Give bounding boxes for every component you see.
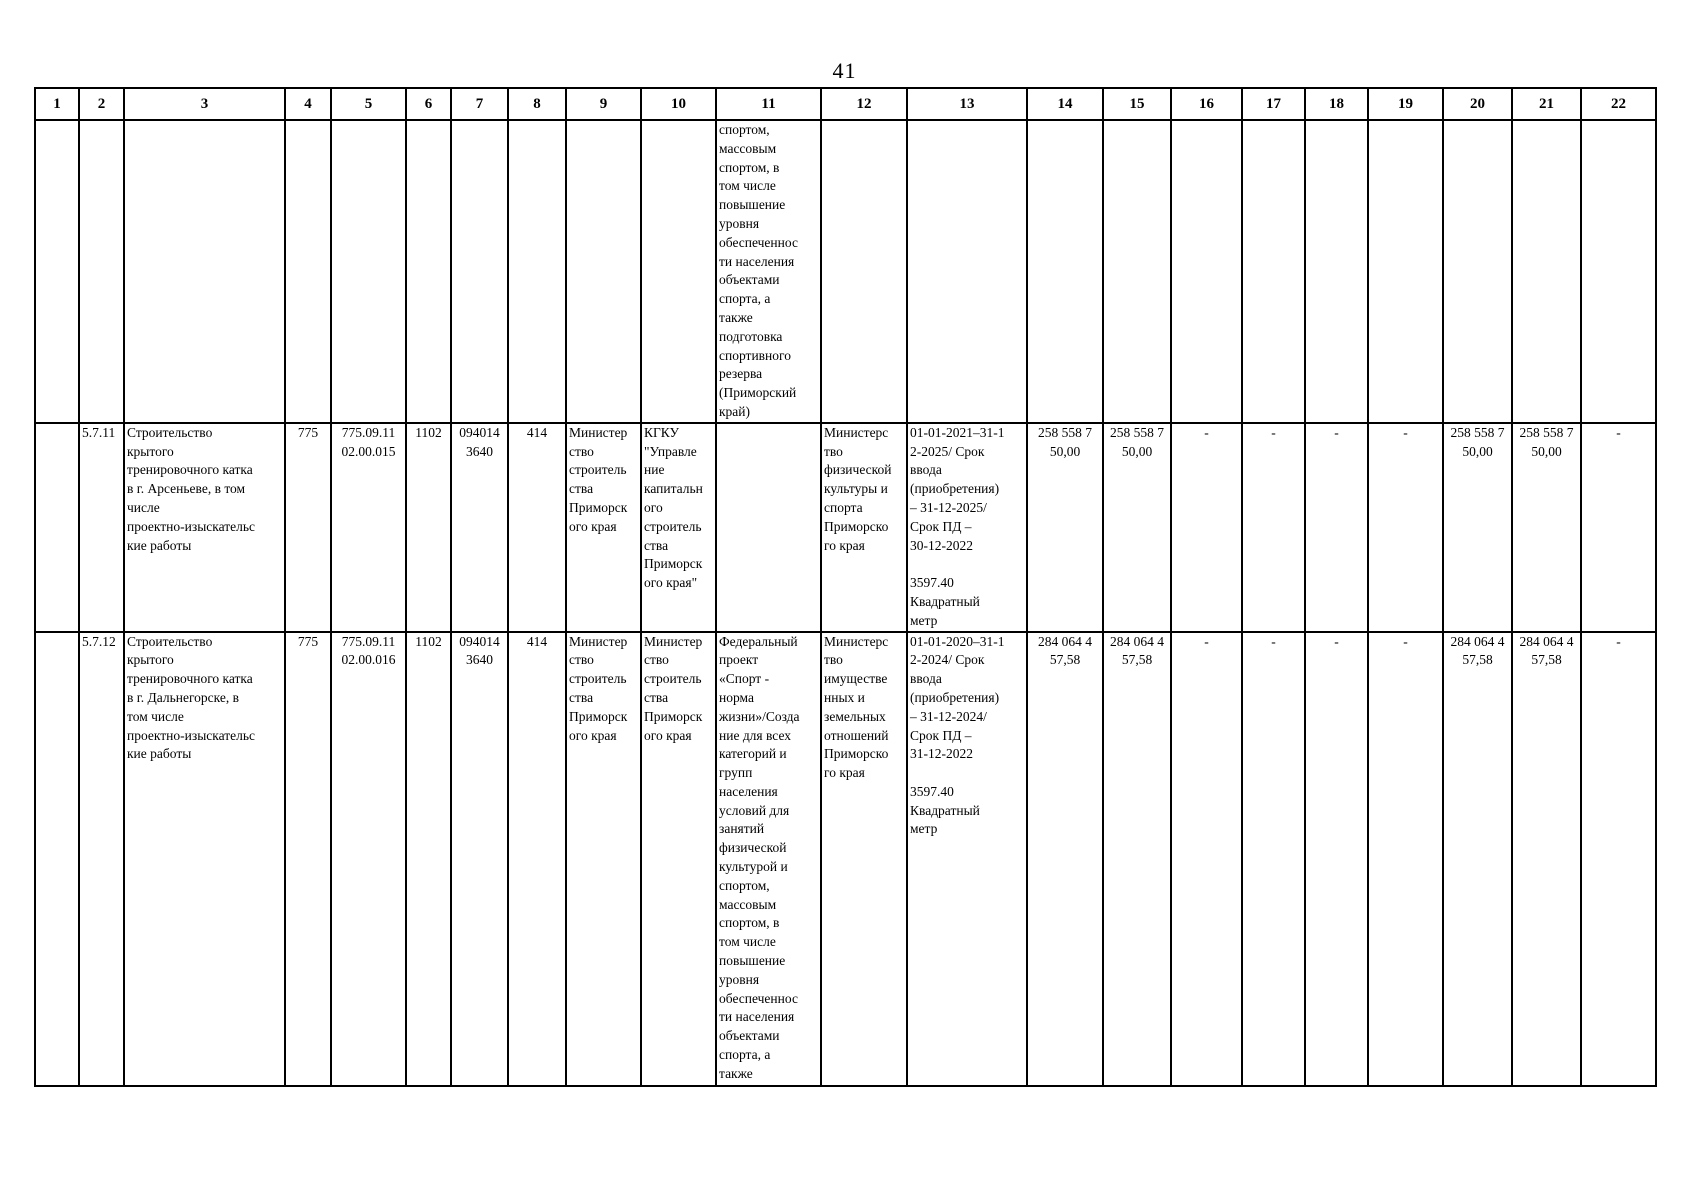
table-cell: КГКУ "Управле ние капитальн ого строитель ства Приморск ого края" xyxy=(641,423,716,632)
data-table xyxy=(34,87,1657,1087)
table-cell: 284 064 4 57,58 xyxy=(1027,632,1103,1086)
table-cell: - xyxy=(1305,423,1368,632)
table-cell: Министерс тво имуществе нных и земельных отношений Приморско го края xyxy=(821,632,907,1086)
column-header: 5 xyxy=(331,88,406,120)
column-header: 1 xyxy=(35,88,79,120)
column-header: 14 xyxy=(1027,88,1103,120)
column-header: 15 xyxy=(1103,88,1171,120)
table-cell xyxy=(1368,120,1443,423)
table-cell: 094014 3640 xyxy=(451,423,508,632)
column-header: 3 xyxy=(124,88,285,120)
table-cell: 284 064 4 57,58 xyxy=(1512,632,1581,1086)
table-cell xyxy=(35,423,79,632)
table-cell: 775 xyxy=(285,423,331,632)
table-cell: - xyxy=(1368,423,1443,632)
table-cell: 414 xyxy=(508,632,566,1086)
table-cell: 258 558 7 50,00 xyxy=(1027,423,1103,632)
table-cell: Министер ство строитель ства Приморск ого края xyxy=(566,423,641,632)
table-cell: Министерс тво физической культуры и спорта Приморско го края xyxy=(821,423,907,632)
table-row xyxy=(35,120,1656,423)
table-cell xyxy=(285,120,331,423)
column-header: 7 xyxy=(451,88,508,120)
column-header: 11 xyxy=(716,88,821,120)
table-cell: - xyxy=(1242,423,1305,632)
table-cell xyxy=(907,120,1027,423)
column-header: 8 xyxy=(508,88,566,120)
table-cell: 258 558 7 50,00 xyxy=(1512,423,1581,632)
table-cell: - xyxy=(1581,632,1656,1086)
table-cell xyxy=(406,120,451,423)
table-cell: Строительство крытого тренировочного катка в г. Арсеньеве, в том числе проектно-изыскательс кие работы xyxy=(124,423,285,632)
table-cell xyxy=(35,120,79,423)
column-header: 4 xyxy=(285,88,331,120)
table-cell: Министер ство строитель ства Приморск ого края xyxy=(641,632,716,1086)
table-cell: 094014 3640 xyxy=(451,632,508,1086)
table-cell: 1102 xyxy=(406,423,451,632)
table-cell: 775.09.11 02.00.015 xyxy=(331,423,406,632)
table-cell xyxy=(79,120,124,423)
table-cell xyxy=(716,423,821,632)
table-cell xyxy=(451,120,508,423)
column-header: 6 xyxy=(406,88,451,120)
table-cell: 5.7.11 xyxy=(79,423,124,632)
column-header: 19 xyxy=(1368,88,1443,120)
column-header: 18 xyxy=(1305,88,1368,120)
table-cell xyxy=(1242,120,1305,423)
column-header: 10 xyxy=(641,88,716,120)
table-row xyxy=(35,632,1656,1086)
column-header: 12 xyxy=(821,88,907,120)
table-cell xyxy=(821,120,907,423)
table-cell: 775.09.11 02.00.016 xyxy=(331,632,406,1086)
table-cell xyxy=(1512,120,1581,423)
table-cell: 01-01-2020–31-1 2-2024/ Срок ввода (приобретения) – 31-12-2024/ Срок ПД – 31-12-2022 3597.40 Квадратный метр xyxy=(907,632,1027,1086)
table-cell: 01-01-2021–31-1 2-2025/ Срок ввода (приобретения) – 31-12-2025/ Срок ПД – 30-12-2022 3597.40 Квадратный метр xyxy=(907,423,1027,632)
table-cell: 258 558 7 50,00 xyxy=(1103,423,1171,632)
column-header: 16 xyxy=(1171,88,1242,120)
table-cell xyxy=(1581,120,1656,423)
table-cell xyxy=(1103,120,1171,423)
table-cell: 5.7.12 xyxy=(79,632,124,1086)
table-cell: 1102 xyxy=(406,632,451,1086)
column-header: 21 xyxy=(1512,88,1581,120)
page-number: 41 xyxy=(832,58,857,83)
table-cell: - xyxy=(1581,423,1656,632)
table-cell xyxy=(1171,120,1242,423)
table-cell xyxy=(35,632,79,1086)
table-cell xyxy=(1443,120,1512,423)
table-cell: - xyxy=(1171,423,1242,632)
column-header: 13 xyxy=(907,88,1027,120)
table-cell: 284 064 4 57,58 xyxy=(1103,632,1171,1086)
table-cell: 414 xyxy=(508,423,566,632)
table-cell: спортом, массовым спортом, в том числе повышение уровня обеспеченнос ти населения объектами спорта, а также подготовка спортивного резерва (Приморский край) xyxy=(716,120,821,423)
table-cell: 284 064 4 57,58 xyxy=(1443,632,1512,1086)
table-cell xyxy=(1027,120,1103,423)
table-cell xyxy=(566,120,641,423)
header-row xyxy=(35,88,1656,120)
column-header: 20 xyxy=(1443,88,1512,120)
table-cell: 775 xyxy=(285,632,331,1086)
table-cell: - xyxy=(1242,632,1305,1086)
table-cell xyxy=(508,120,566,423)
table-cell: 258 558 7 50,00 xyxy=(1443,423,1512,632)
table-cell: Строительство крытого тренировочного катка в г. Дальнегорске, в том числе проектно-изыскательс кие работы xyxy=(124,632,285,1086)
table-cell: Министер ство строитель ства Приморск ого края xyxy=(566,632,641,1086)
table-cell: - xyxy=(1305,632,1368,1086)
column-header: 9 xyxy=(566,88,641,120)
table-cell xyxy=(641,120,716,423)
table-cell: Федеральный проект «Спорт - норма жизни»/Созда ние для всех категорий и групп населения условий для занятий физической культурой и спортом, массовым спортом, в том числе повышение уровня обеспеченнос ти населения объектами спорта, а также xyxy=(716,632,821,1086)
column-header: 22 xyxy=(1581,88,1656,120)
table-cell xyxy=(1305,120,1368,423)
column-header: 2 xyxy=(79,88,124,120)
table-cell xyxy=(331,120,406,423)
table-cell: - xyxy=(1368,632,1443,1086)
table-row xyxy=(35,423,1656,632)
column-header: 17 xyxy=(1242,88,1305,120)
table-cell: - xyxy=(1171,632,1242,1086)
table-cell xyxy=(124,120,285,423)
